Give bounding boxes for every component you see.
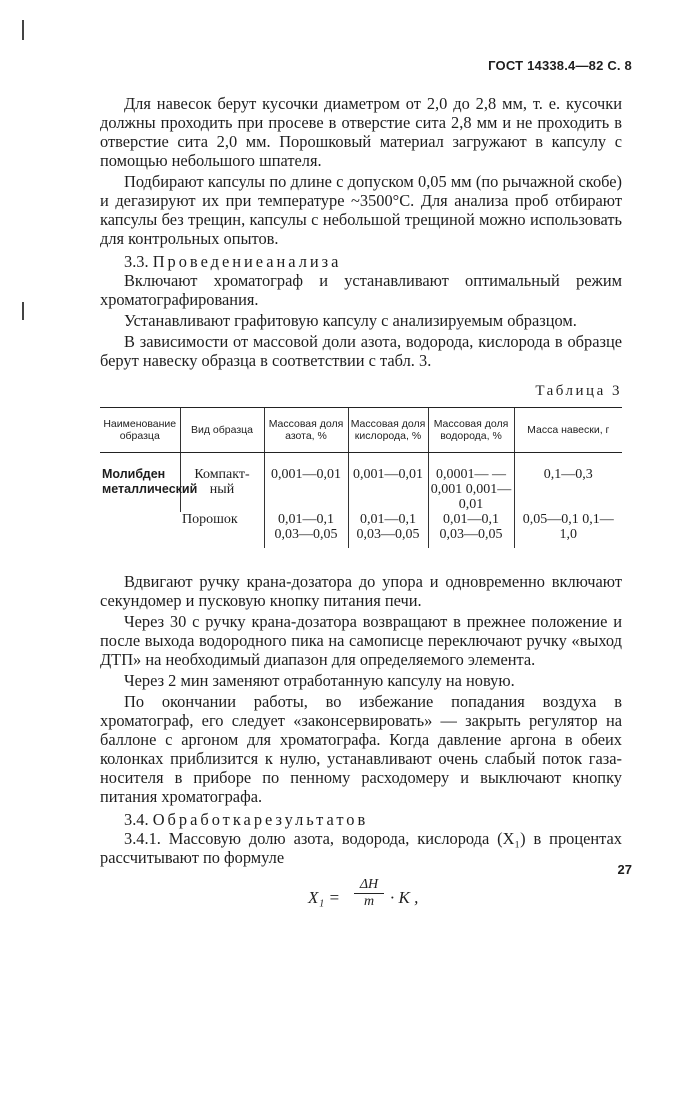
paragraph: Через 2 мин заменяют отработанную капсулу на новую.: [124, 671, 515, 690]
cell-kind: Порошок: [182, 512, 238, 527]
margin-mark: [22, 20, 24, 40]
formula-numerator: ΔH: [354, 877, 384, 894]
paragraph: Вдвигают ручку крана-дозатора до упора и одновременно включают секундомер и пусковую кнопку питания печи.: [100, 572, 622, 610]
cell-hydrogen: 0,0001— —0,001 0,001—0,01: [428, 453, 514, 513]
section-title-word: результатов: [253, 810, 369, 829]
formula-lhs: X₁ =: [308, 888, 341, 907]
paragraph: Подбирают капсулы по длине с допуском 0,05 мм (по рычажной скобе) и дегазируют их при температуре ~3500°С. Для анализа проб отбирают капсулы без трещин, капсулы с небольшой трещиной можно использовать для контрольных опытов.: [100, 172, 622, 248]
header-sample-name: Наименование образца: [100, 408, 180, 453]
cell-nitrogen: 0,001—0,01: [264, 453, 348, 513]
table-header-row: [100, 408, 622, 453]
section-heading-3-4: [100, 810, 622, 829]
paragraph: По окончании работы, во избежание попадания воздуха в хроматограф, его следует «законсервировать» — закрыть регулятор на баллоне с аргоном для хроматографа. Когда давление аргона в обеих колонках приблизится к нулю, устанавливают очень слабый поток газа-носителя в приборе по пенному расходомеру и выключают кнопку питания хроматографа.: [100, 692, 622, 806]
header-oxygen: Массовая доля кислорода, %: [348, 408, 428, 453]
header-sample-kind: Вид образца: [180, 408, 264, 453]
page-number: 27: [617, 862, 632, 877]
formula-denominator: m: [363, 894, 375, 909]
cell-hydrogen: 0,01—0,1 0,03—0,05: [428, 512, 514, 548]
paragraph: Устанавливают графитовую капсулу с анализируемым образцом.: [124, 311, 577, 330]
table-caption: Таблица 3: [535, 383, 622, 399]
section-number: 3.4.: [124, 810, 149, 829]
section-title-word: анализа: [266, 252, 342, 271]
header-sample-mass: Масса навески, г: [514, 408, 622, 453]
header-hydrogen: Массовая доля водорода, %: [428, 408, 514, 453]
formula-rhs: · K ,: [390, 888, 419, 907]
cell-kind: Компакт-ный: [180, 453, 264, 513]
material-name: Молибден металлический: [102, 467, 198, 496]
cell-oxygen: 0,01—0,1 0,03—0,05: [348, 512, 428, 548]
table-3: [100, 407, 622, 548]
table-row: [100, 453, 622, 513]
cell-mass: 0,05—0,1 0,1—1,0: [514, 512, 622, 548]
paragraph: В зависимости от массовой доли азота, водорода, кислорода в образце берут навеску образца в соответствии с табл. 3.: [100, 332, 622, 370]
cell-mass: 0,1—0,3: [514, 453, 622, 513]
section-title-word: Обработка: [152, 810, 254, 829]
paragraph: Для навесок берут кусочки диаметром от 2,0 до 2,8 мм, т. е. кусочки должны проходить при просеве в отверстие сита 2,8 мм и не проходить в отверстие сита 2,0 мм. Порошковый материал загружают в капсулу с помощью небольшого шпателя.: [100, 94, 622, 170]
paragraph: Через 30 с ручку крана-дозатора возвращают в прежнее положение и после выхода водородного пика на самописце переключают ручку «выход ДТП» на необходимый диапазон для определяемого элемента.: [100, 612, 622, 669]
formula: [100, 877, 622, 913]
page-body: [100, 94, 622, 913]
formula-fraction: [354, 877, 384, 910]
paragraph: Включают хроматограф и устанавливают оптимальный режим хроматографирования.: [100, 271, 622, 309]
header-nitrogen: Массовая доля азота, %: [264, 408, 348, 453]
cell-nitrogen: 0,01—0,1 0,03—0,05: [264, 512, 348, 548]
section-number: 3.3.: [124, 252, 149, 271]
cell-oxygen: 0,001—0,01: [348, 453, 428, 513]
margin-mark: [22, 302, 24, 320]
section-title-word: Проведение: [152, 252, 267, 271]
document-header: ГОСТ 14338.4—82 С. 8: [488, 58, 632, 73]
section-heading-3-3: [100, 252, 622, 271]
paragraph: 3.4.1. Массовую долю азота, водорода, кислорода (X₁) в процентах рассчитывают по формуле: [100, 829, 622, 867]
